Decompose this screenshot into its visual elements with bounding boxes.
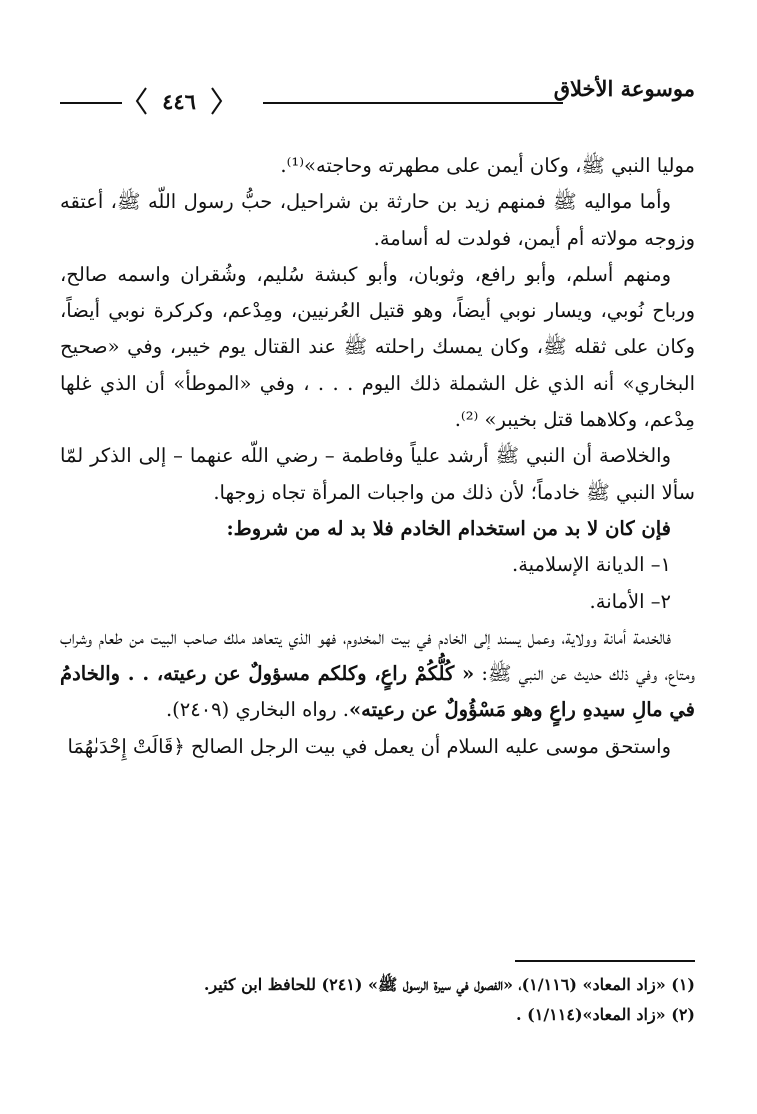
- conditions-heading: [60, 511, 695, 547]
- page-number-box: [134, 86, 224, 116]
- paragraph-6: [60, 620, 695, 729]
- footnotes: [60, 970, 695, 1030]
- bracket-right-icon: [210, 86, 224, 116]
- bracket-left-icon: [134, 86, 148, 116]
- paragraph-4: والخلاصة أن النبي ﷺ أرشد علياً وفاطمة – رضي اللّه عنهما – إلى الذكر لمّا سألا النبي ﷺ خادماً؛ لأن ذلك من واجبات المرأة تجاه زوجها.: [60, 444, 695, 504]
- page-header: [60, 72, 695, 112]
- paragraph-7: واستحق موسى عليه السلام أن يعمل في بيت الرجل الصالح ﴿قَالَتْ إِحْدَىٰهُمَا: [67, 734, 671, 758]
- footnote-2: (٢) «زاد المعاد»(١/١١٤) .: [516, 1005, 695, 1024]
- paragraph-1: موليا النبي ﷺ، وكان أيمن على مطهرته وحاجته»⁽¹⁾.: [280, 154, 695, 177]
- paragraph-6-text: فالخدمة أمانة وولاية، وعمل يسند إلى الخادم في بيت المخدوم، فهو الذي يتعاهد ملك صاحب البيت من طعام وشراب ومتاع، وفي ذلك حديث عن النبي ﷺ:: [60, 625, 695, 686]
- main-text: [60, 148, 695, 765]
- condition-item-2: ٢– الأمانة.: [589, 589, 671, 613]
- header-rule-right: [263, 102, 563, 104]
- paragraph-3: ومنهم أسلم، وأبو رافع، وثوبان، وأبو كبشة سُليم، وشُقران واسمه صالح، ورباح نُوبي، ويسار نوبي أيضاً، وهو قتيل العُرنيين، ومِدْعم، وكركرة نوبي أيضاً، وكان على ثقله ﷺ، وكان يمسك راحلته ﷺ عند القتال يوم خيبر، وفي «صحيح البخاري» أنه الذي غل الشملة ذلك اليوم . . . ، وفي «الموطأ» أن الذي غلها مِدْعم، وكلاهما قتل بخيبر» ⁽²⁾.: [60, 262, 695, 432]
- conditions-heading-text: فإن كان لا بد من استخدام الخادم فلا بد له من شروط:: [226, 516, 671, 540]
- footnote-1: (١) «زاد المعاد» (١/١١٦)، «الفصول في سيرة الرسول ﷺ» (٢٤١) للحافظ ابن كثير.: [203, 975, 695, 994]
- page-number: ٤٤٦: [162, 88, 196, 114]
- header-rule-left: [60, 102, 122, 104]
- condition-item-1: ١– الديانة الإسلامية.: [512, 553, 671, 577]
- footnote-separator: [515, 960, 695, 962]
- paragraph-2: وأما مواليه ﷺ فمنهم زيد بن حارثة بن شراحيل، حبُّ رسول اللّه ﷺ، أعتقه وزوجه مولاته أم أيمن، فولدت له أسامة.: [60, 190, 695, 250]
- hadith-quote: « كُلُّكُمْ راعٍ، وكلكم مسؤولٌ عن رعيته، . . والخادمُ في مالِ سيدهِ راعٍ وهو مَسْؤُولٌ عن رعيته»: [60, 662, 695, 722]
- hadith-source: . رواه البخاري (٢٤٠٩).: [165, 698, 349, 722]
- running-title: موسوعة الأخلاق: [553, 76, 695, 101]
